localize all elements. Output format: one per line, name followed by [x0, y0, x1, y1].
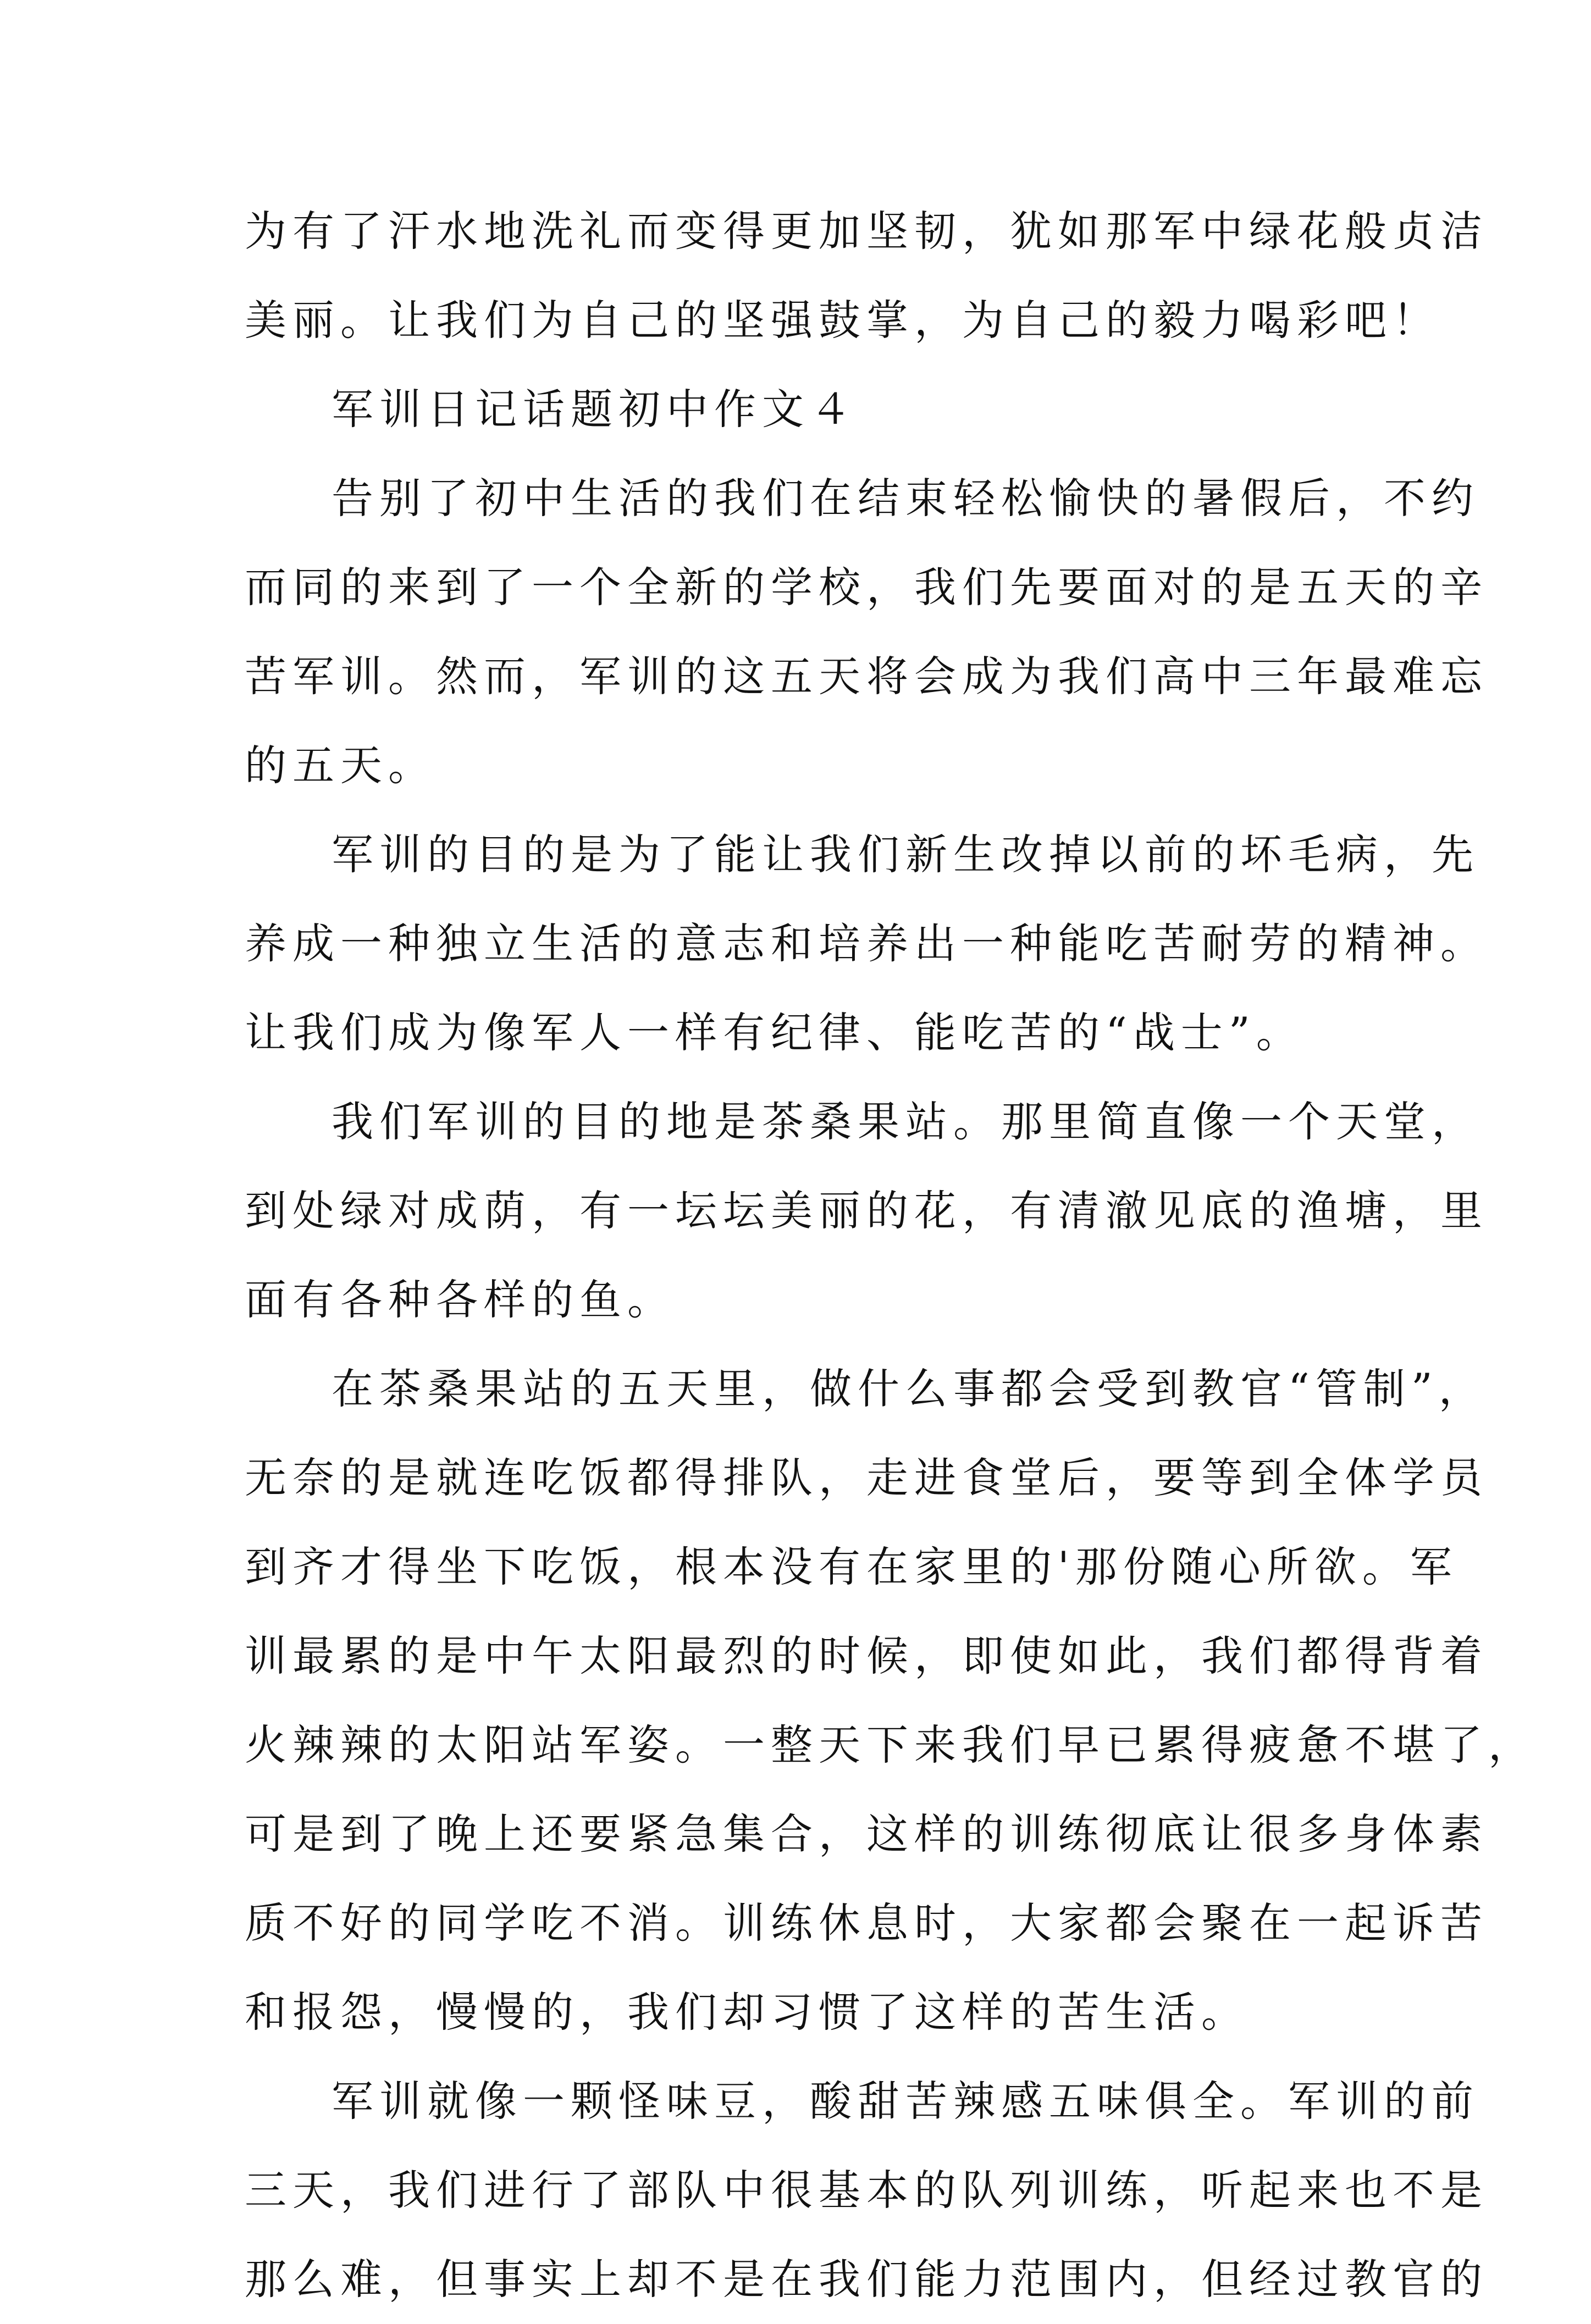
text-line: 军训就像一颗怪味豆，酸甜苦辣感五味俱全。军训的前: [332, 2077, 1479, 2126]
text-line: 三天，我们进行了部队中很基本的队列训练，听起来也不是: [245, 2166, 1488, 2215]
text-line: 训最累的是中午太阳最烈的时候，即使如此，我们都得背着: [245, 1631, 1488, 1680]
text-line: 让我们成为像军人一样有纪律、能吃苦的“战士”。: [245, 1008, 1304, 1057]
text-line: 而同的来到了一个全新的学校，我们先要面对的是五天的辛: [245, 563, 1488, 612]
text-line: 面有各种各样的鱼。: [245, 1275, 675, 1324]
text-line: 在茶桑果站的五天里，做什么事都会受到教官“管制”，: [332, 1364, 1487, 1413]
text-line: 可是到了晚上还要紧急集合，这样的训练彻底让很多身体素: [245, 1810, 1488, 1858]
text-line: 我们军训的目的地是茶桑果站。那里简直像一个天堂，: [332, 1097, 1479, 1146]
text-line: 军训日记话题初中作文４: [332, 385, 858, 434]
text-line: 为有了汗水地洗礼而变得更加坚韧，犹如那军中绿花般贞洁: [245, 207, 1488, 256]
text-line: 无奈的是就连吃饭都得排队，走进食堂后，要等到全体学员: [245, 1453, 1488, 1502]
text-line: 质不好的同学吃不消。训练休息时，大家都会聚在一起诉苦: [245, 1899, 1488, 1947]
text-line: 到齐才得坐下吃饭，根本没有在家里的'那份随心所欲。军: [245, 1542, 1458, 1591]
text-line: 火辣辣的太阳站军姿。一整天下来我们早已累得疲惫不堪了，: [245, 1720, 1536, 1769]
text-line: 美丽。让我们为自己的坚强鼓掌，为自己的毅力喝彩吧！: [245, 296, 1440, 345]
text-line: 的五天。: [245, 741, 436, 790]
text-line: 养成一种独立生活的意志和培养出一种能吃苦耐劳的精神。: [245, 919, 1488, 968]
text-line: 告别了初中生活的我们在结束轻松愉快的暑假后，不约: [332, 474, 1479, 523]
text-line: 军训的目的是为了能让我们新生改掉以前的坏毛病，先: [332, 830, 1479, 879]
text-line: 那么难，但事实上却不是在我们能力范围内，但经过教官的: [245, 2255, 1488, 2304]
text-line: 到处绿对成荫，有一坛坛美丽的花，有清澈见底的渔塘，里: [245, 1186, 1488, 1235]
text-line: 和报怨，慢慢的，我们却习惯了这样的苦生活。: [245, 1988, 1249, 2037]
text-line: 苦军训。然而，军训的这五天将会成为我们高中三年最难忘: [245, 652, 1488, 701]
document-body: [245, 187, 1536, 2324]
